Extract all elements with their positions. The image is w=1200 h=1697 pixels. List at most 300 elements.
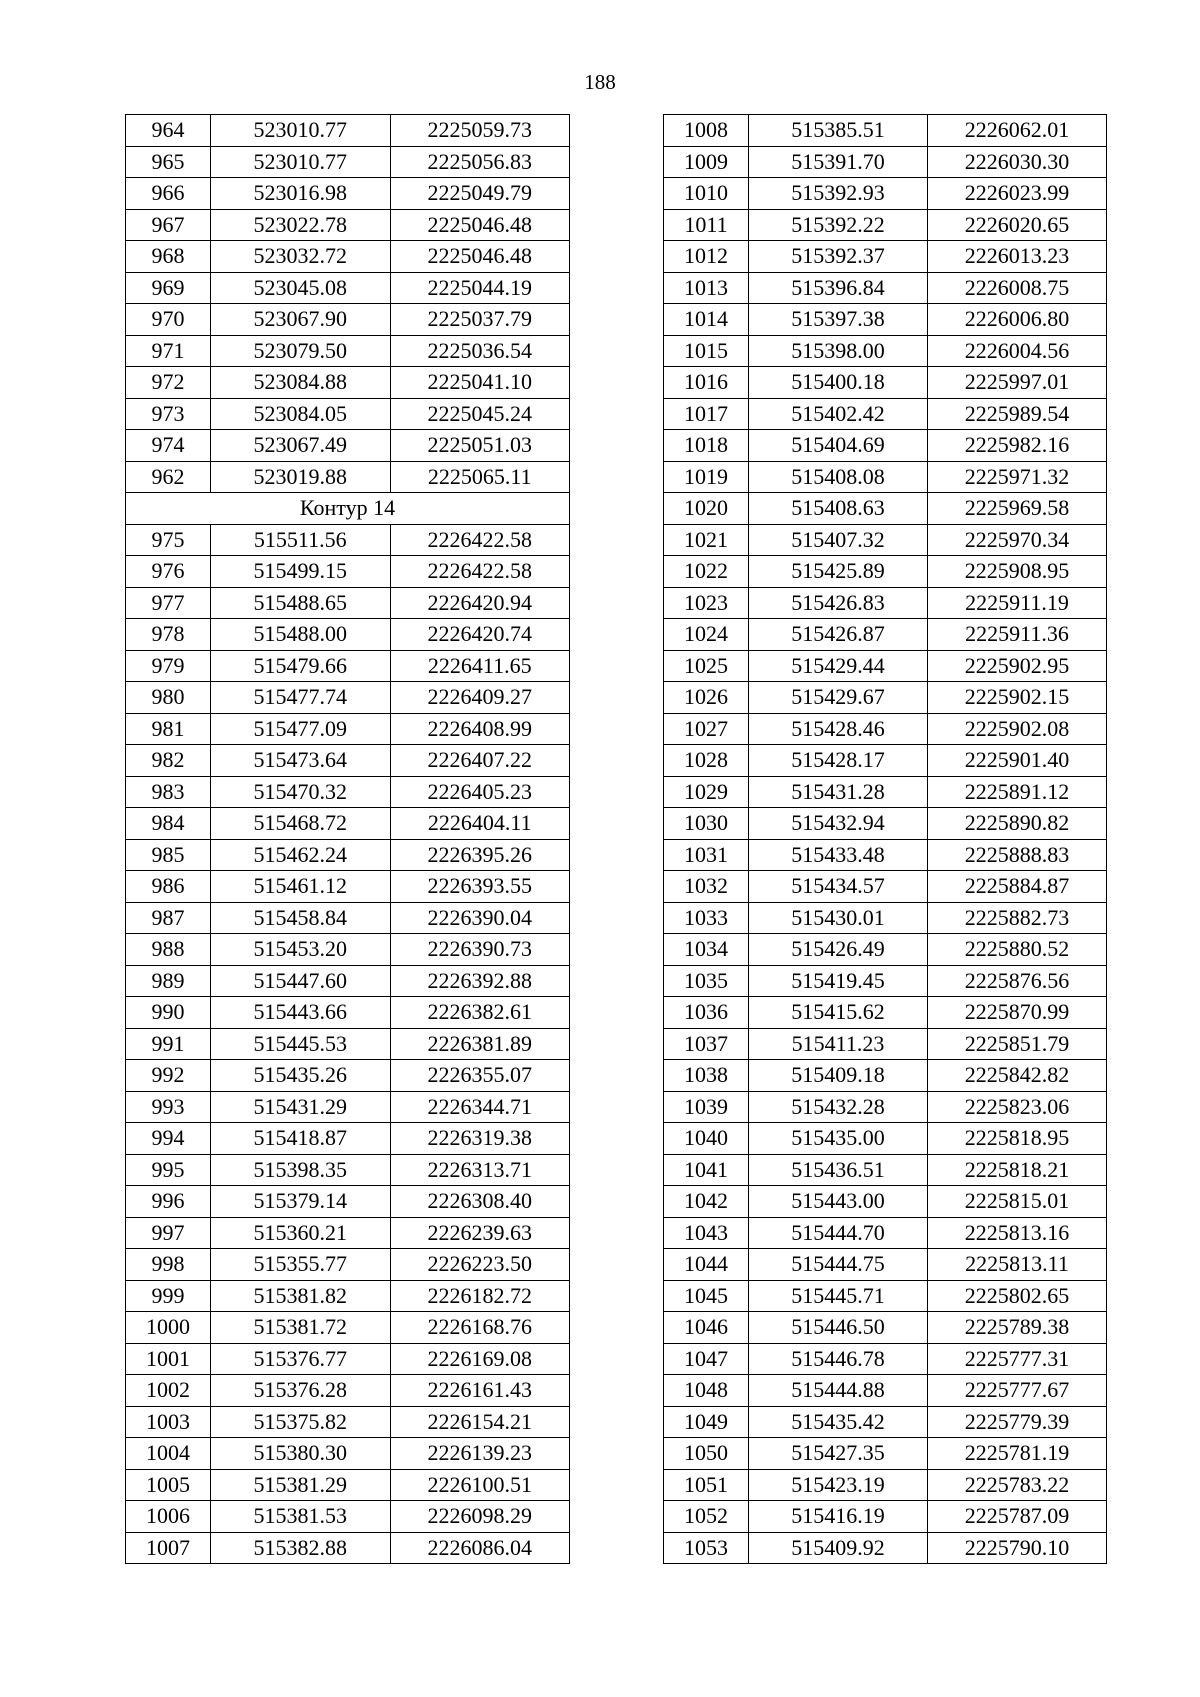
point-number-cell: 1019 [664, 461, 749, 493]
y-coordinate-cell: 2225982.16 [928, 430, 1107, 462]
section-title: Контур 14 [126, 493, 570, 525]
x-coordinate-cell: 515385.51 [749, 115, 928, 147]
table-row [126, 871, 570, 903]
table-row [126, 745, 570, 777]
y-coordinate-cell: 2225870.99 [928, 997, 1107, 1029]
y-coordinate-cell: 2226355.07 [390, 1060, 570, 1092]
table-row [664, 713, 1107, 745]
y-coordinate-cell: 2226390.04 [390, 902, 570, 934]
point-number-cell: 1016 [664, 367, 749, 399]
x-coordinate-cell: 515408.63 [749, 493, 928, 525]
y-coordinate-cell: 2226405.23 [390, 776, 570, 808]
x-coordinate-cell: 523032.72 [211, 241, 391, 273]
table-row [664, 902, 1107, 934]
section-header-row [126, 493, 570, 525]
point-number-cell: 1045 [664, 1280, 749, 1312]
point-number-cell: 1038 [664, 1060, 749, 1092]
x-coordinate-cell: 515488.65 [211, 587, 391, 619]
x-coordinate-cell: 523016.98 [211, 178, 391, 210]
table-row [664, 272, 1107, 304]
x-coordinate-cell: 515462.24 [211, 839, 391, 871]
x-coordinate-cell: 515381.29 [211, 1469, 391, 1501]
table-row [126, 272, 570, 304]
x-coordinate-cell: 515429.44 [749, 650, 928, 682]
table-row [126, 1249, 570, 1281]
table-row [126, 1501, 570, 1533]
y-coordinate-cell: 2225818.21 [928, 1154, 1107, 1186]
point-number-cell: 991 [126, 1028, 211, 1060]
x-coordinate-cell: 515391.70 [749, 146, 928, 178]
point-number-cell: 969 [126, 272, 211, 304]
point-number-cell: 1000 [126, 1312, 211, 1344]
point-number-cell: 1025 [664, 650, 749, 682]
point-number-cell: 970 [126, 304, 211, 336]
y-coordinate-cell: 2225037.79 [390, 304, 570, 336]
table-row [126, 619, 570, 651]
y-coordinate-cell: 2226382.61 [390, 997, 570, 1029]
point-number-cell: 1029 [664, 776, 749, 808]
table-row [664, 650, 1107, 682]
table-row [126, 1343, 570, 1375]
y-coordinate-cell: 2225046.48 [390, 241, 570, 273]
point-number-cell: 987 [126, 902, 211, 934]
y-coordinate-cell: 2225851.79 [928, 1028, 1107, 1060]
point-number-cell: 1004 [126, 1438, 211, 1470]
table-row [126, 398, 570, 430]
point-number-cell: 986 [126, 871, 211, 903]
table-row [664, 524, 1107, 556]
x-coordinate-cell: 515381.82 [211, 1280, 391, 1312]
point-number-cell: 1033 [664, 902, 749, 934]
point-number-cell: 1042 [664, 1186, 749, 1218]
point-number-cell: 1032 [664, 871, 749, 903]
y-coordinate-cell: 2225781.19 [928, 1438, 1107, 1470]
point-number-cell: 1021 [664, 524, 749, 556]
y-coordinate-cell: 2226030.30 [928, 146, 1107, 178]
table-row [126, 178, 570, 210]
y-coordinate-cell: 2226169.08 [390, 1343, 570, 1375]
table-row [664, 1469, 1107, 1501]
x-coordinate-cell: 515376.77 [211, 1343, 391, 1375]
point-number-cell: 1027 [664, 713, 749, 745]
x-coordinate-cell: 515435.00 [749, 1123, 928, 1155]
x-coordinate-cell: 515444.75 [749, 1249, 928, 1281]
x-coordinate-cell: 515400.18 [749, 367, 928, 399]
x-coordinate-cell: 515430.01 [749, 902, 928, 934]
page-number: 188 [584, 70, 616, 94]
table-row [664, 1501, 1107, 1533]
y-coordinate-cell: 2225045.24 [390, 398, 570, 430]
point-number-cell: 977 [126, 587, 211, 619]
table-row [664, 398, 1107, 430]
table-row [664, 209, 1107, 241]
y-coordinate-cell: 2226395.26 [390, 839, 570, 871]
x-coordinate-cell: 515479.66 [211, 650, 391, 682]
y-coordinate-cell: 2226411.65 [390, 650, 570, 682]
table-row [126, 461, 570, 493]
y-coordinate-cell: 2226100.51 [390, 1469, 570, 1501]
point-number-cell: 980 [126, 682, 211, 714]
point-number-cell: 1017 [664, 398, 749, 430]
x-coordinate-cell: 523019.88 [211, 461, 391, 493]
table-row [126, 556, 570, 588]
table-row [126, 524, 570, 556]
point-number-cell: 998 [126, 1249, 211, 1281]
table-row [126, 115, 570, 147]
y-coordinate-cell: 2225818.95 [928, 1123, 1107, 1155]
x-coordinate-cell: 515443.00 [749, 1186, 928, 1218]
y-coordinate-cell: 2225046.48 [390, 209, 570, 241]
point-number-cell: 1053 [664, 1532, 749, 1564]
x-coordinate-cell: 515398.35 [211, 1154, 391, 1186]
table-row [664, 178, 1107, 210]
y-coordinate-cell: 2225065.11 [390, 461, 570, 493]
y-coordinate-cell: 2226023.99 [928, 178, 1107, 210]
y-coordinate-cell: 2226062.01 [928, 115, 1107, 147]
x-coordinate-cell: 515429.67 [749, 682, 928, 714]
point-number-cell: 1028 [664, 745, 749, 777]
table-row [126, 1028, 570, 1060]
y-coordinate-cell: 2226344.71 [390, 1091, 570, 1123]
table-row [126, 839, 570, 871]
table-row [664, 1280, 1107, 1312]
x-coordinate-cell: 523010.77 [211, 146, 391, 178]
y-coordinate-cell: 2225789.38 [928, 1312, 1107, 1344]
table-row [664, 871, 1107, 903]
y-coordinate-cell: 2226381.89 [390, 1028, 570, 1060]
table-row [664, 745, 1107, 777]
point-number-cell: 1052 [664, 1501, 749, 1533]
x-coordinate-cell: 515461.12 [211, 871, 391, 903]
point-number-cell: 1012 [664, 241, 749, 273]
x-coordinate-cell: 515360.21 [211, 1217, 391, 1249]
point-number-cell: 978 [126, 619, 211, 651]
y-coordinate-cell: 2225908.95 [928, 556, 1107, 588]
point-number-cell: 1040 [664, 1123, 749, 1155]
x-coordinate-cell: 515432.28 [749, 1091, 928, 1123]
x-coordinate-cell: 515428.17 [749, 745, 928, 777]
y-coordinate-cell: 2226393.55 [390, 871, 570, 903]
x-coordinate-cell: 515397.38 [749, 304, 928, 336]
y-coordinate-cell: 2226004.56 [928, 335, 1107, 367]
y-coordinate-cell: 2226154.21 [390, 1406, 570, 1438]
y-coordinate-cell: 2226223.50 [390, 1249, 570, 1281]
table-row [664, 367, 1107, 399]
table-row [664, 776, 1107, 808]
table-row [664, 1375, 1107, 1407]
table-row [126, 1312, 570, 1344]
point-number-cell: 993 [126, 1091, 211, 1123]
y-coordinate-cell: 2225842.82 [928, 1060, 1107, 1092]
point-number-cell: 1039 [664, 1091, 749, 1123]
y-coordinate-cell: 2225044.19 [390, 272, 570, 304]
table-row [664, 965, 1107, 997]
table-row [126, 1217, 570, 1249]
table-row [126, 902, 570, 934]
y-coordinate-cell: 2225787.09 [928, 1501, 1107, 1533]
x-coordinate-cell: 515435.26 [211, 1060, 391, 1092]
x-coordinate-cell: 515433.48 [749, 839, 928, 871]
point-number-cell: 968 [126, 241, 211, 273]
x-coordinate-cell: 515434.57 [749, 871, 928, 903]
y-coordinate-cell: 2225802.65 [928, 1280, 1107, 1312]
x-coordinate-cell: 515416.19 [749, 1501, 928, 1533]
x-coordinate-cell: 515426.87 [749, 619, 928, 651]
table-row [126, 965, 570, 997]
y-coordinate-cell: 2226420.94 [390, 587, 570, 619]
table-row [664, 1091, 1107, 1123]
point-number-cell: 1003 [126, 1406, 211, 1438]
point-number-cell: 1036 [664, 997, 749, 1029]
y-coordinate-cell: 2226422.58 [390, 524, 570, 556]
y-coordinate-cell: 2225777.67 [928, 1375, 1107, 1407]
x-coordinate-cell: 515435.42 [749, 1406, 928, 1438]
table-row [126, 1375, 570, 1407]
point-number-cell: 1007 [126, 1532, 211, 1564]
point-number-cell: 1024 [664, 619, 749, 651]
table-row [126, 776, 570, 808]
y-coordinate-cell: 2225823.06 [928, 1091, 1107, 1123]
y-coordinate-cell: 2226006.80 [928, 304, 1107, 336]
point-number-cell: 981 [126, 713, 211, 745]
y-coordinate-cell: 2226182.72 [390, 1280, 570, 1312]
point-number-cell: 964 [126, 115, 211, 147]
y-coordinate-cell: 2225880.52 [928, 934, 1107, 966]
point-number-cell: 967 [126, 209, 211, 241]
table-row [126, 650, 570, 682]
point-number-cell: 1022 [664, 556, 749, 588]
table-row [664, 430, 1107, 462]
table-row [664, 1186, 1107, 1218]
x-coordinate-cell: 523084.05 [211, 398, 391, 430]
x-coordinate-cell: 515396.84 [749, 272, 928, 304]
y-coordinate-cell: 2226161.43 [390, 1375, 570, 1407]
x-coordinate-cell: 515445.71 [749, 1280, 928, 1312]
table-row [664, 461, 1107, 493]
table-row [126, 587, 570, 619]
coordinates-table-right-body [664, 115, 1107, 1564]
x-coordinate-cell: 515392.22 [749, 209, 928, 241]
table-row [126, 682, 570, 714]
table-row [664, 1438, 1107, 1470]
y-coordinate-cell: 2226008.75 [928, 272, 1107, 304]
x-coordinate-cell: 515488.00 [211, 619, 391, 651]
x-coordinate-cell: 515431.29 [211, 1091, 391, 1123]
y-coordinate-cell: 2226020.65 [928, 209, 1107, 241]
y-coordinate-cell: 2226086.04 [390, 1532, 570, 1564]
point-number-cell: 1037 [664, 1028, 749, 1060]
x-coordinate-cell: 515376.28 [211, 1375, 391, 1407]
point-number-cell: 1009 [664, 146, 749, 178]
point-number-cell: 1043 [664, 1217, 749, 1249]
table-row [126, 304, 570, 336]
x-coordinate-cell: 523010.77 [211, 115, 391, 147]
point-number-cell: 1046 [664, 1312, 749, 1344]
y-coordinate-cell: 2225049.79 [390, 178, 570, 210]
y-coordinate-cell: 2225971.32 [928, 461, 1107, 493]
point-number-cell: 985 [126, 839, 211, 871]
x-coordinate-cell: 515453.20 [211, 934, 391, 966]
table-row [126, 1469, 570, 1501]
point-number-cell: 988 [126, 934, 211, 966]
point-number-cell: 973 [126, 398, 211, 430]
point-number-cell: 990 [126, 997, 211, 1029]
table-row [126, 1280, 570, 1312]
x-coordinate-cell: 515408.08 [749, 461, 928, 493]
table-row [664, 115, 1107, 147]
point-number-cell: 1035 [664, 965, 749, 997]
point-number-cell: 1031 [664, 839, 749, 871]
point-number-cell: 995 [126, 1154, 211, 1186]
point-number-cell: 1023 [664, 587, 749, 619]
y-coordinate-cell: 2225902.95 [928, 650, 1107, 682]
x-coordinate-cell: 515468.72 [211, 808, 391, 840]
point-number-cell: 1047 [664, 1343, 749, 1375]
point-number-cell: 1020 [664, 493, 749, 525]
y-coordinate-cell: 2225056.83 [390, 146, 570, 178]
point-number-cell: 1050 [664, 1438, 749, 1470]
table-row [126, 335, 570, 367]
x-coordinate-cell: 515477.74 [211, 682, 391, 714]
table-row [126, 1406, 570, 1438]
y-coordinate-cell: 2226422.58 [390, 556, 570, 588]
x-coordinate-cell: 523045.08 [211, 272, 391, 304]
x-coordinate-cell: 523067.49 [211, 430, 391, 462]
point-number-cell: 1034 [664, 934, 749, 966]
x-coordinate-cell: 515458.84 [211, 902, 391, 934]
x-coordinate-cell: 515477.09 [211, 713, 391, 745]
point-number-cell: 1011 [664, 209, 749, 241]
table-row [126, 1091, 570, 1123]
x-coordinate-cell: 515425.89 [749, 556, 928, 588]
x-coordinate-cell: 523022.78 [211, 209, 391, 241]
x-coordinate-cell: 515444.70 [749, 1217, 928, 1249]
x-coordinate-cell: 515402.42 [749, 398, 928, 430]
point-number-cell: 1015 [664, 335, 749, 367]
table-row [126, 1532, 570, 1564]
y-coordinate-cell: 2225815.01 [928, 1186, 1107, 1218]
x-coordinate-cell: 515511.56 [211, 524, 391, 556]
x-coordinate-cell: 515381.53 [211, 1501, 391, 1533]
y-coordinate-cell: 2226390.73 [390, 934, 570, 966]
table-row [664, 1060, 1107, 1092]
y-coordinate-cell: 2226308.40 [390, 1186, 570, 1218]
point-number-cell: 982 [126, 745, 211, 777]
y-coordinate-cell: 2226239.63 [390, 1217, 570, 1249]
table-row [126, 1123, 570, 1155]
x-coordinate-cell: 515419.45 [749, 965, 928, 997]
x-coordinate-cell: 515382.88 [211, 1532, 391, 1564]
point-number-cell: 1013 [664, 272, 749, 304]
y-coordinate-cell: 2225041.10 [390, 367, 570, 399]
x-coordinate-cell: 515415.62 [749, 997, 928, 1029]
x-coordinate-cell: 515427.35 [749, 1438, 928, 1470]
y-coordinate-cell: 2225911.19 [928, 587, 1107, 619]
coordinates-table-left-body [126, 115, 570, 1564]
table-row [664, 335, 1107, 367]
table-row [664, 304, 1107, 336]
x-coordinate-cell: 515407.32 [749, 524, 928, 556]
point-number-cell: 1005 [126, 1469, 211, 1501]
point-number-cell: 974 [126, 430, 211, 462]
point-number-cell: 1018 [664, 430, 749, 462]
table-row [664, 934, 1107, 966]
x-coordinate-cell: 515431.28 [749, 776, 928, 808]
point-number-cell: 975 [126, 524, 211, 556]
y-coordinate-cell: 2225911.36 [928, 619, 1107, 651]
point-number-cell: 1001 [126, 1343, 211, 1375]
table-row [664, 682, 1107, 714]
table-row [126, 146, 570, 178]
point-number-cell: 1048 [664, 1375, 749, 1407]
point-number-cell: 1026 [664, 682, 749, 714]
table-row [664, 556, 1107, 588]
coordinates-table-right [663, 114, 1107, 1564]
point-number-cell: 989 [126, 965, 211, 997]
x-coordinate-cell: 515411.23 [749, 1028, 928, 1060]
point-number-cell: 976 [126, 556, 211, 588]
x-coordinate-cell: 515379.14 [211, 1186, 391, 1218]
table-row [664, 997, 1107, 1029]
point-number-cell: 1010 [664, 178, 749, 210]
x-coordinate-cell: 515426.83 [749, 587, 928, 619]
x-coordinate-cell: 515404.69 [749, 430, 928, 462]
point-number-cell: 1030 [664, 808, 749, 840]
point-number-cell: 994 [126, 1123, 211, 1155]
x-coordinate-cell: 515432.94 [749, 808, 928, 840]
y-coordinate-cell: 2226392.88 [390, 965, 570, 997]
point-number-cell: 992 [126, 1060, 211, 1092]
y-coordinate-cell: 2226420.74 [390, 619, 570, 651]
y-coordinate-cell: 2225902.08 [928, 713, 1107, 745]
y-coordinate-cell: 2225036.54 [390, 335, 570, 367]
table-row [126, 1438, 570, 1470]
table-row [664, 1312, 1107, 1344]
table-row [126, 997, 570, 1029]
y-coordinate-cell: 2226139.23 [390, 1438, 570, 1470]
x-coordinate-cell: 515446.50 [749, 1312, 928, 1344]
x-coordinate-cell: 523079.50 [211, 335, 391, 367]
table-row [126, 808, 570, 840]
y-coordinate-cell: 2226013.23 [928, 241, 1107, 273]
y-coordinate-cell: 2225876.56 [928, 965, 1107, 997]
table-row [664, 1217, 1107, 1249]
y-coordinate-cell: 2226313.71 [390, 1154, 570, 1186]
table-row [126, 367, 570, 399]
x-coordinate-cell: 515423.19 [749, 1469, 928, 1501]
point-number-cell: 984 [126, 808, 211, 840]
point-number-cell: 1002 [126, 1375, 211, 1407]
y-coordinate-cell: 2225969.58 [928, 493, 1107, 525]
table-row [664, 1406, 1107, 1438]
x-coordinate-cell: 515426.49 [749, 934, 928, 966]
point-number-cell: 1051 [664, 1469, 749, 1501]
x-coordinate-cell: 515473.64 [211, 745, 391, 777]
x-coordinate-cell: 515428.46 [749, 713, 928, 745]
x-coordinate-cell: 515380.30 [211, 1438, 391, 1470]
point-number-cell: 972 [126, 367, 211, 399]
y-coordinate-cell: 2226168.76 [390, 1312, 570, 1344]
x-coordinate-cell: 515499.15 [211, 556, 391, 588]
table-row [664, 1343, 1107, 1375]
table-row [664, 493, 1107, 525]
y-coordinate-cell: 2226098.29 [390, 1501, 570, 1533]
table-row [126, 713, 570, 745]
table-row [664, 241, 1107, 273]
y-coordinate-cell: 2225051.03 [390, 430, 570, 462]
x-coordinate-cell: 515398.00 [749, 335, 928, 367]
point-number-cell: 983 [126, 776, 211, 808]
